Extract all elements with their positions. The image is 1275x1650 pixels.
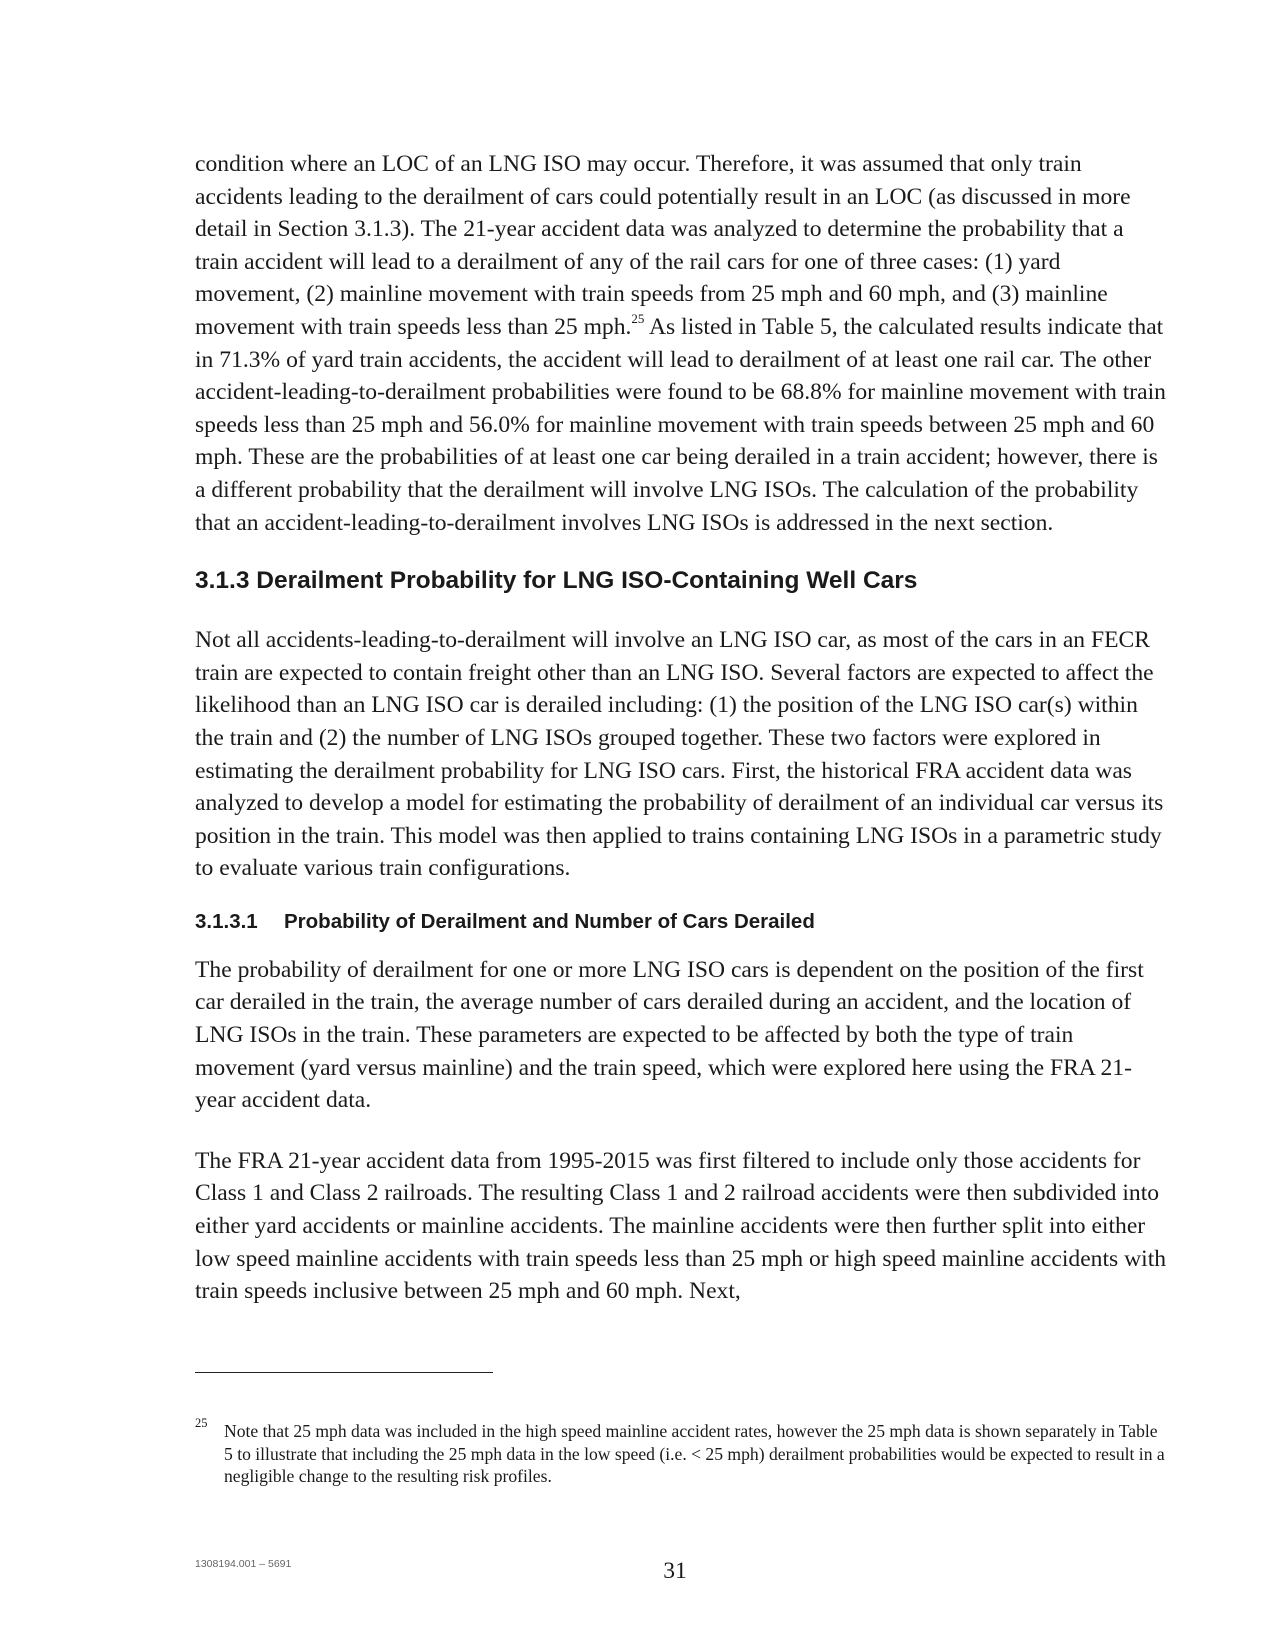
heading-number: 3.1.3.1 bbox=[195, 909, 258, 933]
paragraph-text: condition where an LOC of an LNG ISO may occur. Therefore, it was assumed that only train accidents leading to the derailment of cars could potentially result in an LOC (as discussed in more detail in Section 3.1.3). The 21-year accident data was analyzed to determine the probability that a train accident will lead to a derailment of any of the rail cars for one of three cases: (1) yard movement, (2) mainline movement with train speeds from 25 mph and 60 mph, and (3) mainline movement with train speeds less than 25 mph. bbox=[195, 151, 1131, 340]
paragraph-derailment-probability-cases bbox=[195, 148, 1167, 539]
paragraph-fra-data-filtering: The FRA 21-year accident data from 1995-2015 was first filtered to include only those accidents for Class 1 and Class 2 railroads. The resulting Class 1 and 2 railroad accidents were then subdivided into either yard accidents or mainline accidents. The mainline accidents were then further split into either low speed mainline accidents with train speeds less than 25 mph or high speed mainline accidents with train speeds inclusive between 25 mph and 60 mph. Next, bbox=[195, 1147, 1167, 1305]
heading-title: Probability of Derailment and Number of Cars Derailed bbox=[284, 909, 815, 933]
heading-section-3-1-3-1 bbox=[195, 909, 1167, 935]
heading-section-3-1-3: 3.1.3 Derailment Probability for LNG ISO-Containing Well Cars bbox=[195, 567, 918, 595]
footnote-text: Note that 25 mph data was included in the high speed mainline accident rates, however the 25 mph data is shown separately in Table 5 to illustrate that including the 25 mph data in the low speed (i.e. < 25 mph) derailment probabilities would be expected to result in a negligible change to the resulting risk profiles. bbox=[224, 1421, 1165, 1487]
footnote-mark: 25 bbox=[195, 1416, 208, 1430]
page-number: 31 bbox=[663, 1558, 687, 1584]
paragraph-lng-iso-car-factors: Not all accidents-leading-to-derailment will involve an LNG ISO car, as most of the cars in an FECR train are expected to contain freight other than an LNG ISO. Several factors are expected to affect the likelihood than an LNG ISO car is derailed including: (1) the position of the LNG ISO car(s) within the train and (2) the number of LNG ISOs grouped together. These two factors were explored in estimating the derailment probability for LNG ISO cars. First, the historical FRA accident data was analyzed to develop a model for estimating the probability of derailment of an individual car versus its position in the train. This model was then applied to trains containing LNG ISOs in a parametric study to evaluate various train configurations. bbox=[195, 627, 1164, 882]
paragraph-derailment-parameters: The probability of derailment for one or more LNG ISO cars is dependent on the position of the first car derailed in the train, the average number of cars derailed during an accident, and the location of LNG ISOs in the train. These parameters are expected to be affected by both the type of train movement (yard versus mainline) and the train speed, which were explored here using the FRA 21-year accident data. bbox=[195, 956, 1144, 1114]
document-id: 1308194.001 – 5691 bbox=[195, 1558, 292, 1570]
footnote-reference-25[interactable]: 25 bbox=[631, 310, 645, 326]
footnote-25 bbox=[195, 1416, 1170, 1488]
footnote-separator bbox=[195, 1372, 493, 1373]
body-content bbox=[195, 148, 1167, 1308]
paragraph-text: As listed in Table 5, the calculated results indicate that in 71.3% of yard train accidents, the accident will lead to derailment of at least one rail car. The other accident-leading-to-derailment probabilities were found to be 68.8% for mainline movement with train speeds less than 25 mph and 56.0% for mainline movement with train speeds between 25 mph and 60 mph. These are the probabilities of at least one car being derailed in a train accident; however, there is a different probability that the derailment will involve LNG ISOs. The calculation of the probability that an accident-leading-to-derailment involves LNG ISOs is addressed in the next section. bbox=[195, 313, 1166, 536]
